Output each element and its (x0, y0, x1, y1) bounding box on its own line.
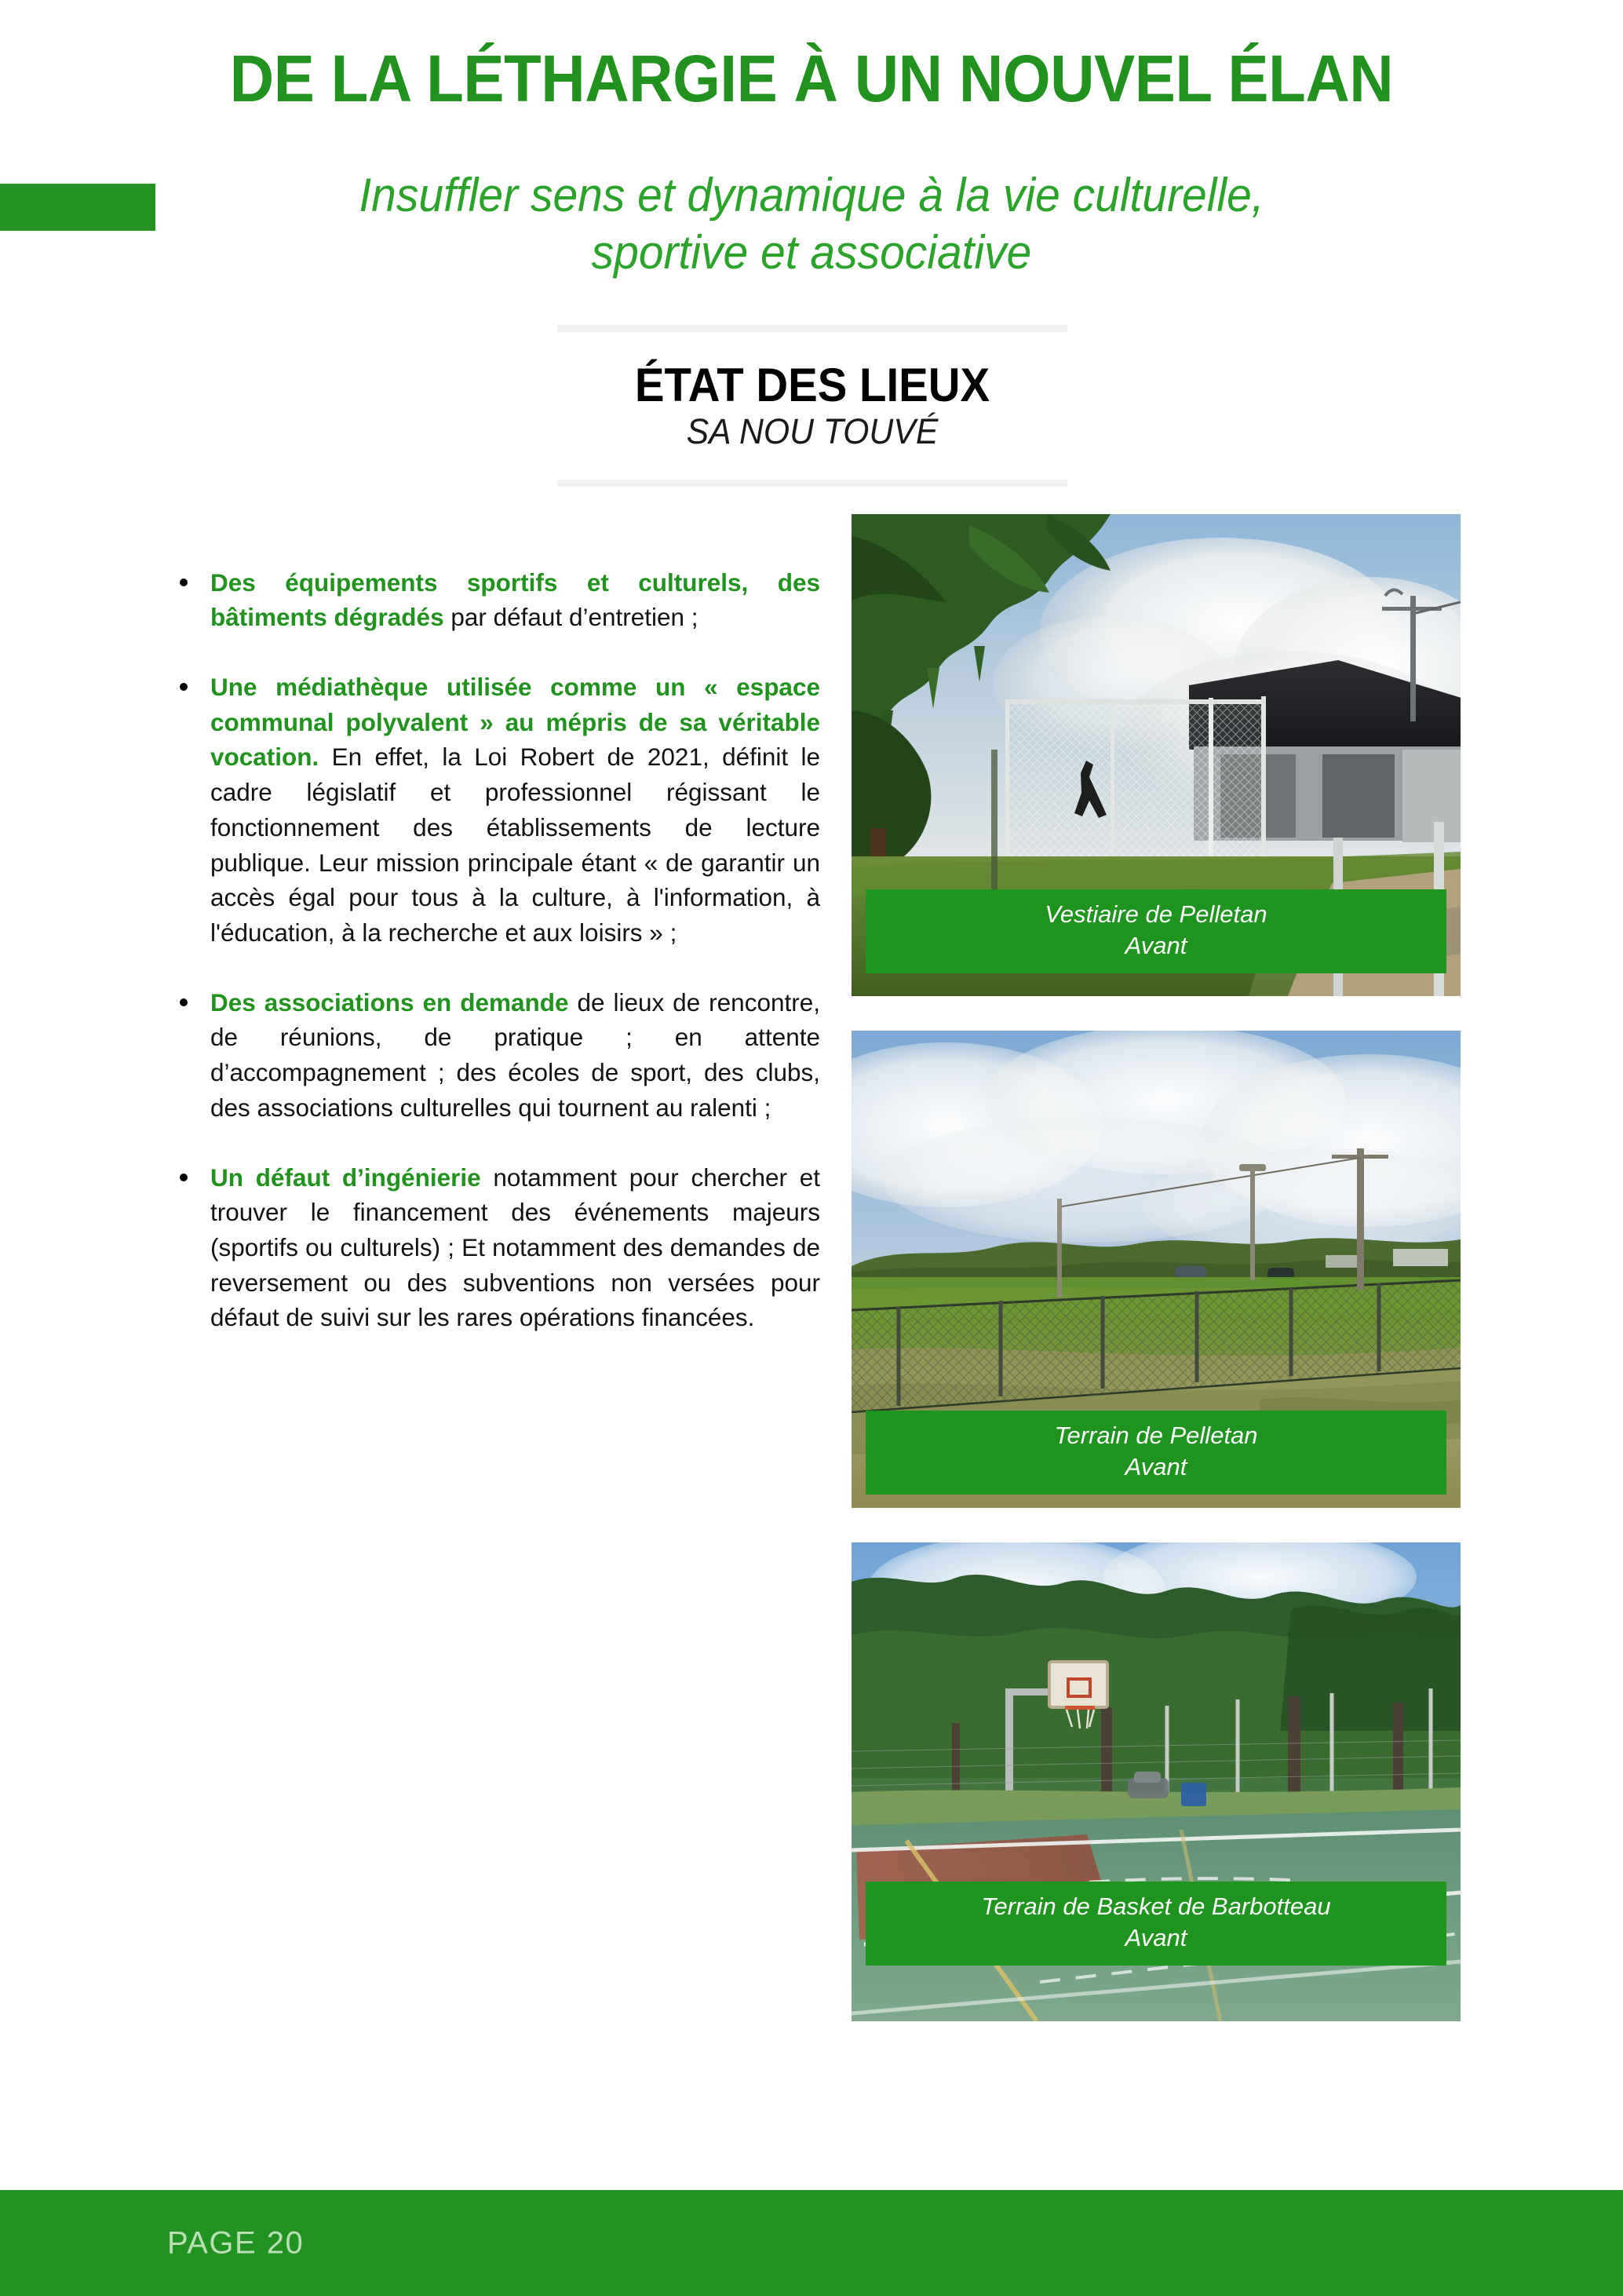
list-item (169, 565, 820, 635)
page-subtitle (41, 166, 1583, 281)
section-rule-top (557, 325, 1067, 332)
photo-column (852, 514, 1461, 2021)
photo-caption (866, 889, 1446, 973)
bullet-highlight: Un défaut d’ingénierie (210, 1163, 481, 1192)
bullet-body: de lieux de rencontre, de réunions, de pratique ; en attente d’accompagnement ; des écoles de sport, des clubs, des associations culturelles qui tournent au ralenti ; (210, 987, 820, 1122)
list-item (169, 985, 820, 1126)
bullet-highlight: Des associations en demande (210, 987, 569, 1017)
section-rule-bottom (557, 480, 1067, 487)
bullet-body: notamment pour chercher et trouver le financement des événements majeurs (sportifs ou culturels) ; Et notamment des demandes de reversement ou des subventions non versées pour défaut de suivi sur les rares opérations financées. (210, 1163, 820, 1332)
page-subtitle-line-1: Insuffler sens et dynamique à la vie culturelle, (359, 169, 1264, 221)
bullet-list (169, 540, 820, 1335)
photo-caption-line-1: Terrain de Basket de Barbotteau (981, 1893, 1331, 1920)
section-subtitle: SA NOU TOUVÉ (686, 411, 939, 451)
page-header (0, 0, 1623, 306)
page-number: PAGE 20 (167, 2225, 305, 2260)
page-footer (0, 2190, 1623, 2296)
section-heading (557, 325, 1067, 487)
photo-caption (866, 1882, 1446, 1966)
photo-caption-line-1: Vestiaire de Pelletan (1045, 900, 1267, 928)
bullet-body: En effet, la Loi Robert de 2021, définit le cadre législatif et professionnel régissant le fonctionnement des établissements de lecture publique. Leur mission principale étant « de garantir un accès égal pour tous à la culture, à l'information, à l'éducation, à la recherche et aux loisirs » ; (210, 743, 820, 947)
photo-caption-line-2: Avant (1125, 1924, 1187, 1952)
photo-terrain-de-pelletan (852, 1031, 1461, 1508)
bullet-body: par défaut d’entretien ; (443, 603, 698, 632)
photo-caption-line-2: Avant (1125, 1453, 1187, 1481)
photo-terrain-de-basket-de-barbotteau (852, 1542, 1461, 2021)
list-item (169, 1160, 820, 1336)
bullet-highlight: Une médiathèque utilisée comme un « espace communal polyvalent » au mépris de sa véritable vocation. (210, 672, 820, 772)
photo-vestiaire-de-pelletan (852, 514, 1461, 996)
photo-caption (866, 1411, 1446, 1495)
photo-caption-line-1: Terrain de Pelletan (1054, 1422, 1258, 1449)
bullet-highlight: Des équipements sportifs et culturels, des bâtiments dégradés (210, 568, 820, 632)
photo-caption-line-2: Avant (1125, 932, 1187, 960)
page-subtitle-line-2: sportive et associative (591, 226, 1032, 279)
list-item (169, 670, 820, 951)
page-title: DE LA LÉTHARGIE À UN NOUVEL ÉLAN (229, 42, 1394, 115)
section-title: ÉTAT DES LIEUX (634, 359, 990, 411)
